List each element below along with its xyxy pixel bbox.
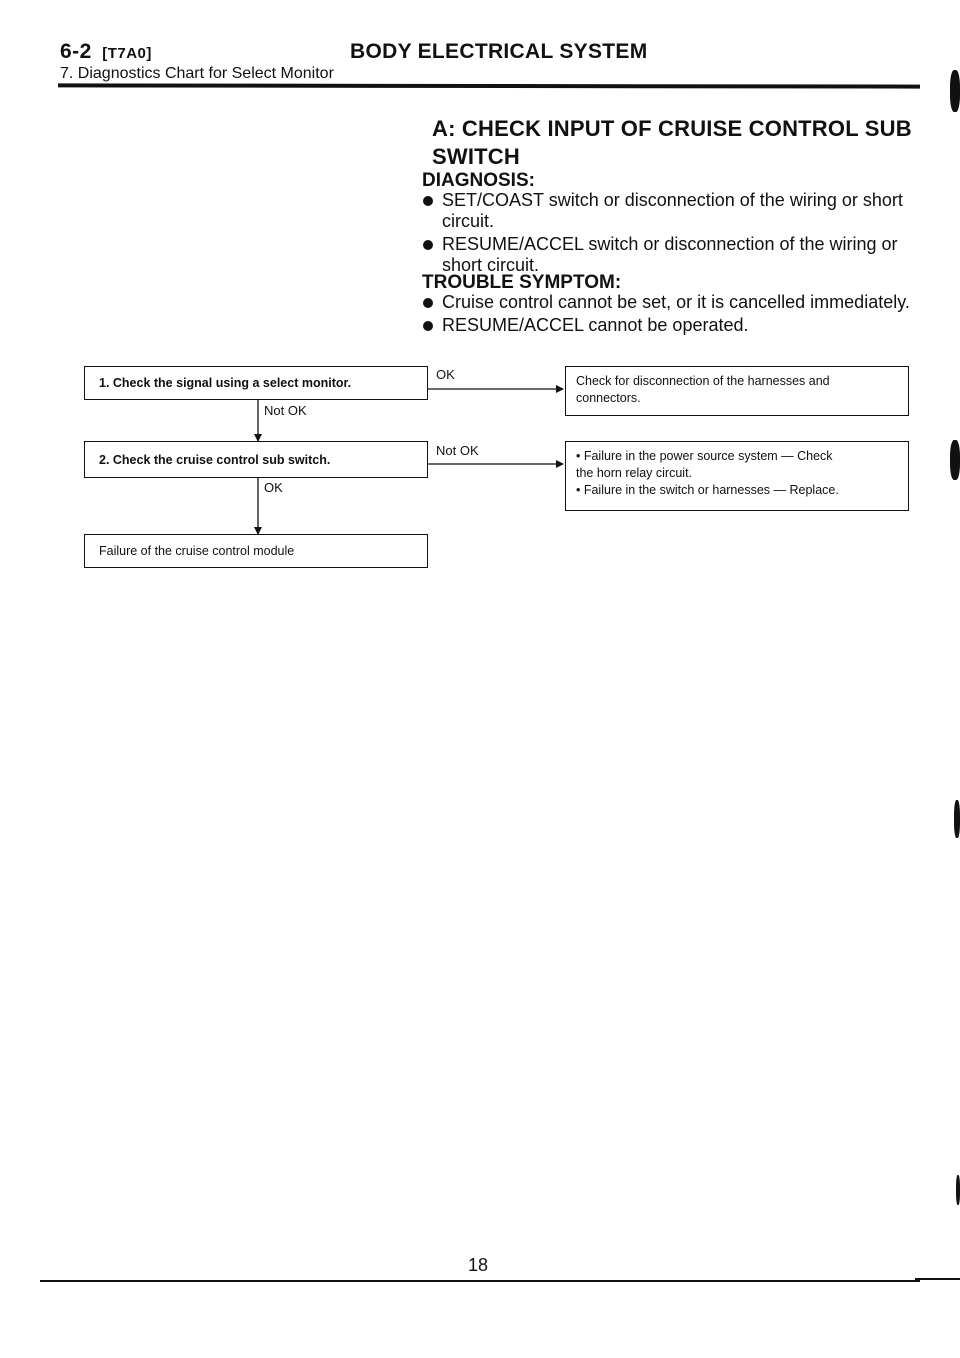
list-item: Cruise control cannot be set, or it is cancelled immediately. [422, 292, 922, 313]
result2-line: • Failure in the switch or harnesses — Replace. [576, 483, 839, 497]
step2-text: 2. Check the cruise control sub switch. [99, 452, 331, 467]
section-number-text: 6-2 [60, 40, 92, 63]
header-rule [58, 83, 920, 88]
binding-mark [950, 440, 960, 480]
step1-notok-label: Not OK [264, 403, 307, 418]
final-text: Failure of the cruise control module [99, 544, 295, 558]
final-box [84, 534, 428, 568]
diagnosis-list [422, 190, 922, 278]
footer-rule [40, 1280, 920, 1282]
result1-line: Check for disconnection of the harnesses and [576, 374, 830, 388]
section-title: A: CHECK INPUT OF CRUISE CONTROL SUB SWITCH [432, 116, 912, 169]
result1-line: connectors. [576, 391, 641, 405]
page-title: BODY ELECTRICAL SYSTEM [350, 40, 648, 63]
binding-mark [950, 70, 960, 112]
step2-box [84, 441, 428, 478]
step2-ok-label: OK [264, 480, 283, 495]
step1-text: 1. Check the signal using a select monitor. [99, 376, 352, 390]
page-number: 18 [468, 1255, 489, 1275]
step2-notok-label: Not OK [436, 443, 479, 458]
list-item: RESUME/ACCEL cannot be operated. [422, 315, 922, 336]
step1-box [84, 366, 428, 400]
list-item: RESUME/ACCEL switch or disconnection of the wiring or short circuit. [422, 234, 922, 276]
trouble-symptom-label: TROUBLE SYMPTOM: [422, 272, 622, 293]
list-item: SET/COAST switch or disconnection of the wiring or short circuit. [422, 190, 922, 232]
section-number [60, 40, 152, 64]
page-subtitle: 7. Diagnostics Chart for Select Monitor [60, 65, 334, 82]
binding-mark [956, 1175, 960, 1205]
diagnosis-label: DIAGNOSIS: [422, 170, 535, 191]
result2-line: • Failure in the power source system — Check [576, 449, 833, 463]
result2-line: the horn relay circuit. [576, 466, 693, 480]
section-reference: [T7A0] [102, 45, 152, 62]
result1-box [565, 366, 909, 416]
result2-box [565, 441, 909, 511]
binding-mark [954, 800, 960, 838]
step1-ok-label: OK [436, 367, 455, 382]
footer-rule-right [915, 1278, 960, 1280]
symptom-list [422, 292, 922, 338]
